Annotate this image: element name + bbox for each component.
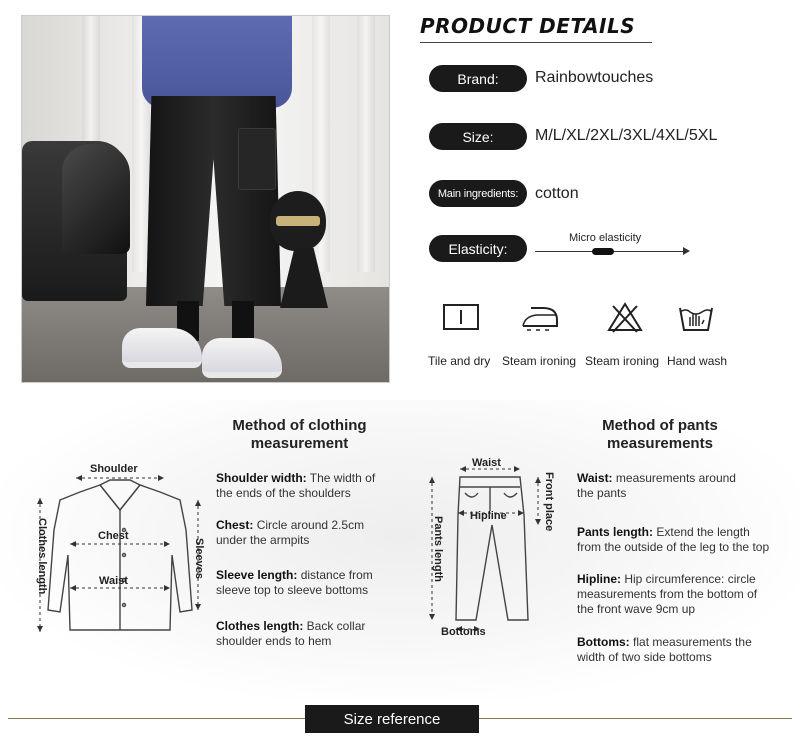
shirt-waist-label: Waist [99,575,128,587]
care-label-steam-ironing: Steam ironing [502,354,577,368]
no-bleach-icon [585,300,665,334]
elasticity-label: Elasticity: [429,235,527,262]
shirt-diagram [30,460,215,640]
pants-front-place-label: Front place [543,472,555,532]
desc-pants-length: Pants length: Extend the length from the outside of the leg to the top [577,525,770,554]
care-label-hand-wash: Hand wash [667,354,728,368]
size-reference-label: Size reference [305,705,479,733]
brand-label: Brand: [429,65,527,92]
pants-length-label: Pants length [432,516,444,583]
shirt-length-label: Clothes length [36,518,48,595]
elasticity-marker [592,248,614,255]
ingredients-value: cotton [535,185,579,202]
care-label-tile-dry: Tile and dry [428,354,491,368]
elasticity-value: Micro elasticity [569,232,642,244]
desc-sleeve-length: Sleeve length: distance from sleeve top to sleeve bottoms [216,568,373,597]
desc-hipline: Hipline: Hip circumference: circle measurements from the bottom of the front wave 9cm up [577,572,758,616]
desc-bottoms: Bottoms: flat measurements the width of two side bottoms [577,635,752,664]
pants-waist-label: Waist [472,457,501,469]
tile-dry-icon [421,300,501,334]
hand-wash-icon [656,300,736,334]
size-label: Size: [429,123,527,150]
ingredients-label: Main ingredients: [429,180,527,207]
pants-bottoms-label: Bottoms [441,626,486,638]
size-value: M/L/XL/2XL/3XL/4XL/5XL [535,127,718,144]
desc-shoulder-width: Shoulder width: The width of the ends of the shoulders [216,471,376,500]
clothing-measurement-title: Method of clothing measurement [232,417,367,452]
desc-clothes-length: Clothes length: Back collar shoulder ends to hem [216,619,366,648]
shirt-chest-label: Chest [98,530,129,542]
product-details-title: PRODUCT DETAILS [420,14,652,43]
desc-waist: Waist: measurements around the pants [577,471,736,500]
care-label-no-bleach: Steam ironing [585,354,660,368]
elasticity-arrow-icon [683,247,690,255]
shirt-shoulder-label: Shoulder [90,463,138,475]
pants-hipline-label: Hipline [470,510,507,522]
pants-measurement-title: Method of pants measurements [602,417,718,452]
shirt-sleeves-label: Sleeves [193,538,205,579]
brand-value: Rainbowtouches [535,69,654,86]
product-photo [21,15,390,383]
steam-iron-icon [500,300,580,334]
desc-chest: Chest: Circle around 2.5cm under the armpits [216,518,365,547]
